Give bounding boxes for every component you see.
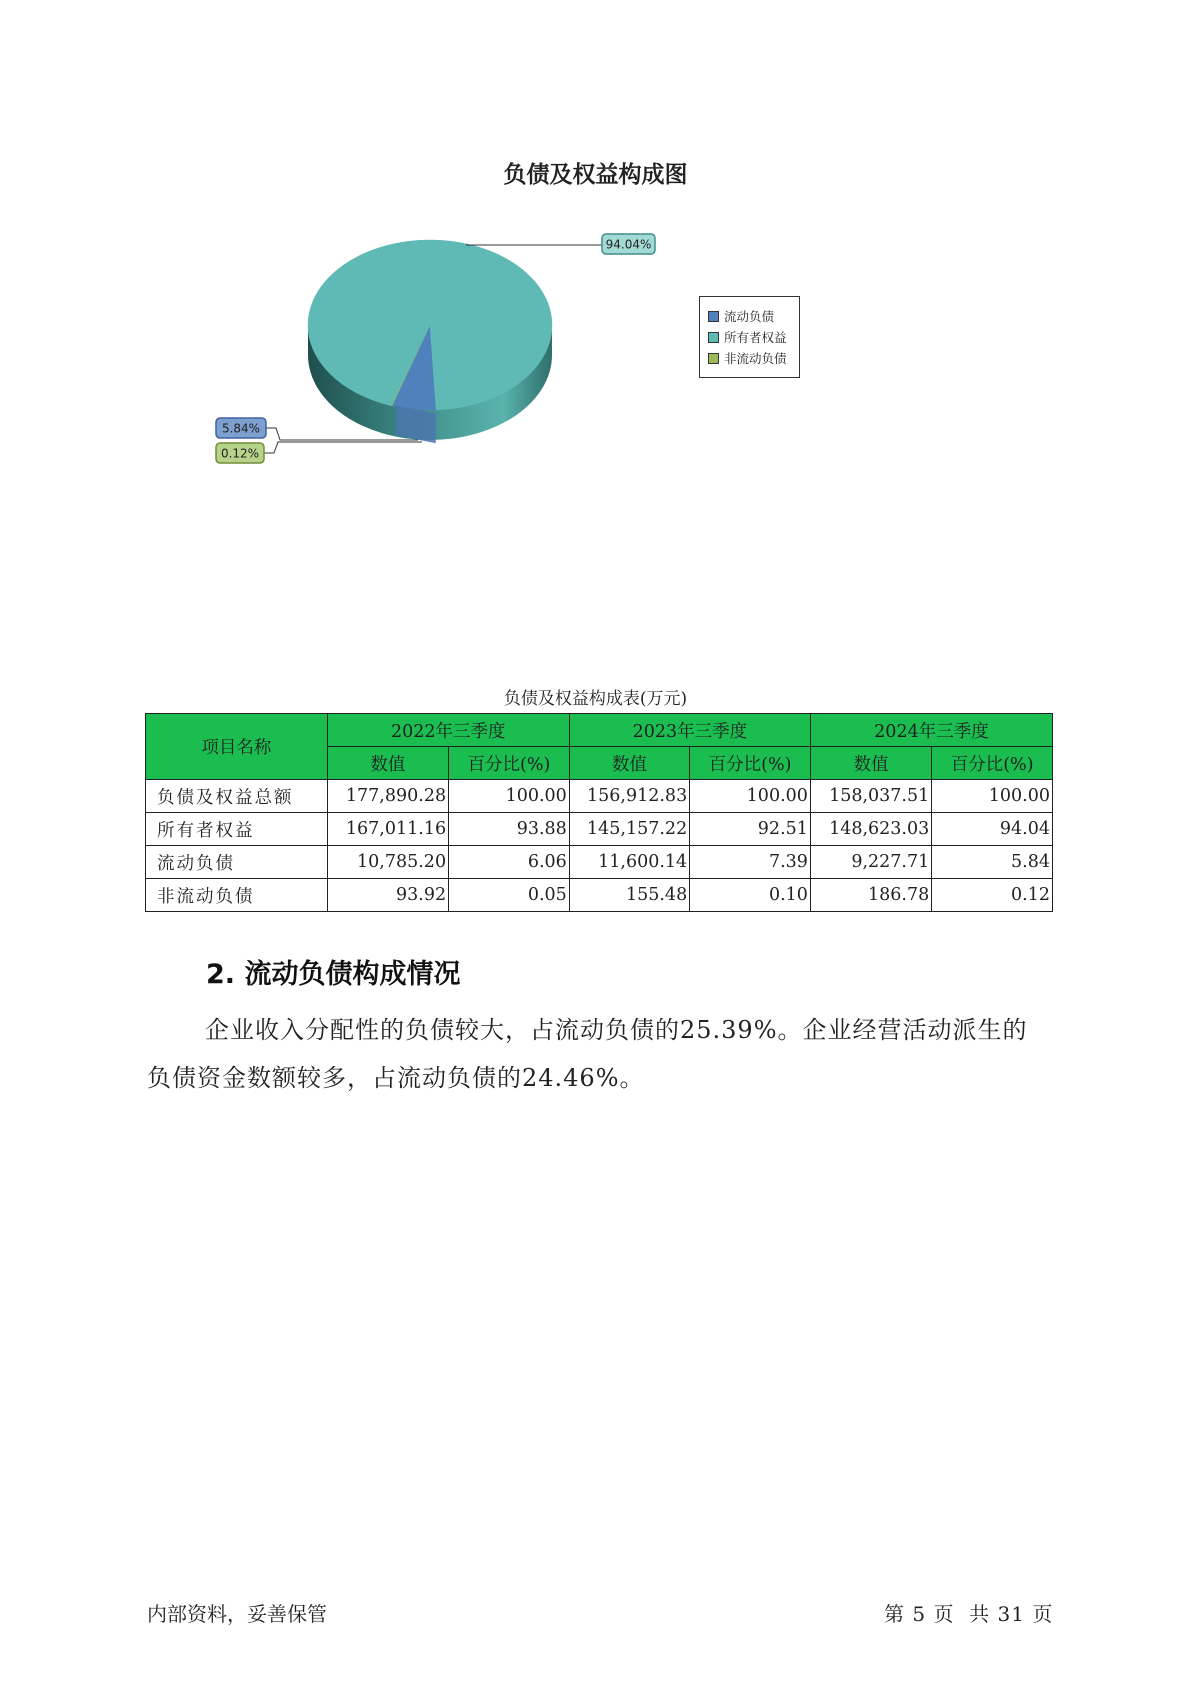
- pie-leader-line: [466, 244, 602, 245]
- footer-page-number: 第 5 页 共 31 页: [884, 1602, 1054, 1626]
- cell: 5.84: [932, 846, 1053, 879]
- subheader: 数值: [810, 747, 931, 780]
- pie-chart: [0, 0, 1191, 520]
- pie-leader-line: [264, 442, 422, 453]
- cell: 0.12: [932, 879, 1053, 912]
- cell: 155.48: [569, 879, 689, 912]
- chart-legend: [699, 296, 800, 378]
- cell: 6.06: [449, 846, 570, 879]
- cell: 9,227.71: [810, 846, 931, 879]
- section-heading: 2. 流动负债构成情况: [206, 959, 461, 990]
- subheader: 数值: [327, 747, 448, 780]
- cell: 0.10: [690, 879, 811, 912]
- table-row: [146, 879, 1053, 912]
- cell: 0.05: [449, 879, 570, 912]
- row-name: 负债及权益总额: [146, 780, 328, 813]
- legend-item-owners-equity: 所有者权益: [708, 329, 787, 347]
- cell: 93.92: [327, 879, 448, 912]
- section-paragraph: 企业收入分配性的负债较大，占流动负债的25.39%。企业经营活动派生的负债资金数额较多，占流动负债的24.46%。: [147, 1016, 1028, 1092]
- cell: 158,037.51: [810, 780, 931, 813]
- legend-item-noncurrent-liabilities: 非流动负债: [708, 350, 787, 368]
- legend-item-current-liabilities: 流动负债: [708, 308, 774, 326]
- header-period: 2024年三季度: [810, 714, 1052, 747]
- liabilities-equity-table: [145, 713, 1053, 912]
- table-caption: 负债及权益构成表(万元): [503, 689, 688, 709]
- subheader: 百分比(%): [932, 747, 1053, 780]
- cell: 11,600.14: [569, 846, 689, 879]
- cell: 100.00: [932, 780, 1053, 813]
- subheader: 数值: [569, 747, 689, 780]
- legend-swatch: [708, 353, 719, 364]
- subheader: 百分比(%): [449, 747, 570, 780]
- row-name: 流动负债: [146, 846, 328, 879]
- cell: 145,157.22: [569, 813, 689, 846]
- cell: 93.88: [449, 813, 570, 846]
- pie-data-label: 5.84%: [221, 421, 261, 436]
- header-period: 2022年三季度: [327, 714, 569, 747]
- cell: 156,912.83: [569, 780, 689, 813]
- table-row: [146, 780, 1053, 813]
- cell: 148,623.03: [810, 813, 931, 846]
- chart-title: 负债及权益构成图: [503, 162, 688, 188]
- cell: 100.00: [449, 780, 570, 813]
- header-period: 2023年三季度: [569, 714, 810, 747]
- subheader: 百分比(%): [690, 747, 811, 780]
- footer-confidential-note: 内部资料，妥善保管: [147, 1602, 327, 1626]
- pie-data-label: 94.04%: [605, 237, 652, 252]
- legend-swatch: [708, 311, 719, 322]
- cell: 94.04: [932, 813, 1053, 846]
- header-item-name: 项目名称: [146, 714, 328, 780]
- table-header-row: [146, 714, 1053, 747]
- legend-swatch: [708, 332, 719, 343]
- row-name: 所有者权益: [146, 813, 328, 846]
- cell: 92.51: [690, 813, 811, 846]
- cell: 177,890.28: [327, 780, 448, 813]
- table-row: [146, 813, 1053, 846]
- cell: 10,785.20: [327, 846, 448, 879]
- cell: 100.00: [690, 780, 811, 813]
- pie-data-label: 0.12%: [220, 446, 260, 461]
- cell: 7.39: [690, 846, 811, 879]
- cell: 167,011.16: [327, 813, 448, 846]
- table-row: [146, 846, 1053, 879]
- cell: 186.78: [810, 879, 931, 912]
- row-name: 非流动负债: [146, 879, 328, 912]
